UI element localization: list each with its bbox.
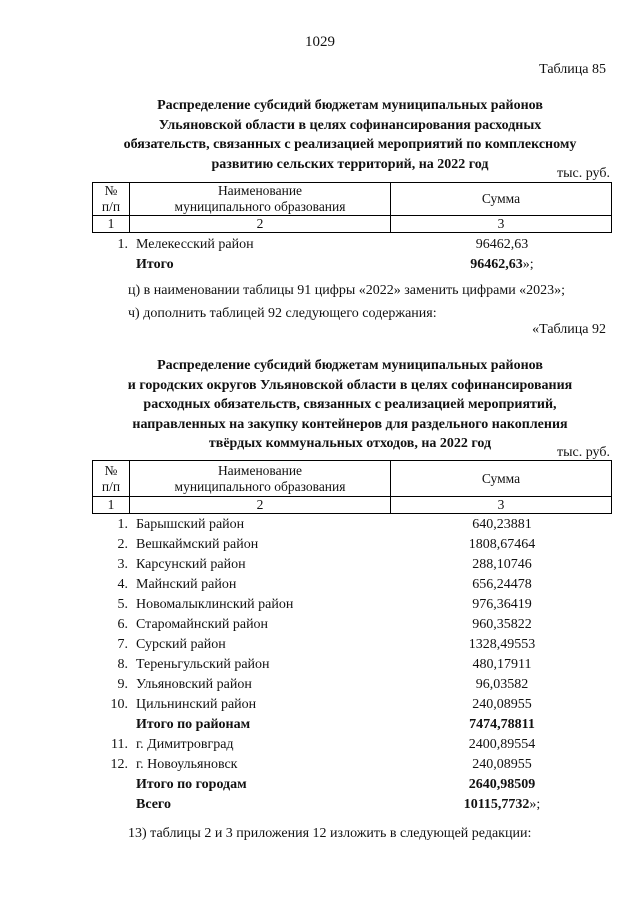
row-number: 4. — [117, 577, 128, 592]
header-index: 1 — [93, 497, 130, 514]
row-number: 12. — [110, 757, 128, 772]
header-index: 3 — [391, 216, 612, 233]
grand-total-label: Всего — [136, 797, 171, 812]
row-name: г. Димитровград — [136, 737, 234, 752]
grand-total-row — [92, 795, 612, 815]
row-name: Карсунский район — [136, 557, 246, 572]
row-sum: 976,36419 — [472, 597, 532, 612]
row-sum: 96462,63 — [475, 237, 529, 252]
table-row — [92, 535, 612, 555]
header-sum: Сумма — [391, 183, 612, 216]
table-row — [92, 595, 612, 615]
row-number: 2. — [117, 537, 128, 552]
total-suffix: »; — [529, 797, 541, 812]
table-row — [92, 655, 612, 675]
table-row — [92, 735, 612, 755]
caption-line: Ульяновской области в целях софинансирования расходных — [158, 117, 542, 133]
subtotal-sum: 2640,98509 — [468, 777, 536, 792]
table-row — [92, 515, 612, 535]
header-name: Наименование муниципального образования — [130, 461, 391, 497]
row-number: 1. — [117, 237, 128, 252]
paragraph-ch: ч) дополнить таблицей 92 следующего содержания: — [128, 306, 437, 321]
total-sum — [392, 255, 612, 275]
row-number: 1. — [117, 517, 128, 532]
row-name: Тереньгульский район — [136, 657, 270, 672]
caption-line: обязательств, связанных с реализацией мероприятий по комплексному — [123, 137, 577, 152]
header-num: № п/п — [93, 461, 130, 497]
row-number: 3. — [117, 557, 128, 572]
row-sum: 240,08955 — [472, 757, 532, 772]
header-index: 2 — [130, 497, 391, 514]
table-row — [92, 575, 612, 595]
header-num: № п/п — [93, 183, 130, 216]
subtotal-districts-row — [92, 715, 612, 735]
caption-line: расходных обязательств, связанных с реализацией мероприятий, — [143, 397, 557, 412]
row-sum: 960,35822 — [472, 617, 532, 632]
table-row — [92, 755, 612, 775]
row-sum: 240,08955 — [472, 697, 532, 712]
paragraph-ts: ц) в наименовании таблицы 91 цифры «2022» заменить цифрами «2023»; — [128, 283, 566, 298]
row-number: 5. — [117, 597, 128, 612]
row-name: Старомайнский район — [136, 617, 269, 632]
table-row — [92, 635, 612, 655]
row-name: Новомалыклинский район — [136, 597, 294, 612]
header-sum: Сумма — [391, 461, 612, 497]
row-number: 7. — [117, 637, 128, 652]
row-name: Мелекесский район — [136, 237, 254, 252]
total-row — [92, 255, 612, 275]
caption-line: твёрдых коммунальных отходов, на 2022 год — [208, 436, 492, 451]
table-92-caption — [60, 356, 640, 454]
header-index: 3 — [391, 497, 612, 514]
caption-line: направленных на закупку контейнеров для раздельного накопления — [132, 416, 568, 432]
row-name: Сурский район — [136, 637, 226, 652]
table-85-caption — [60, 96, 640, 174]
table-85-label: Таблица 85 — [539, 62, 606, 77]
table-92-header — [92, 460, 612, 514]
header-index: 1 — [93, 216, 130, 233]
subtotal-label: Итого по городам — [136, 777, 247, 792]
total-value: 96462,63 — [470, 257, 523, 272]
row-sum: 480,17911 — [472, 657, 532, 672]
table-row — [92, 675, 612, 695]
row-sum: 2400,89554 — [468, 737, 536, 752]
row-sum: 288,10746 — [472, 557, 532, 572]
grand-total-value: 10115,7732 — [463, 797, 530, 812]
row-number: 8. — [117, 657, 128, 672]
row-number: 6. — [117, 617, 128, 632]
subtotal-label: Итого по районам — [136, 717, 251, 732]
grand-total-sum — [392, 795, 612, 815]
row-number: 10. — [110, 697, 128, 712]
subtotal-sum: 7474,78811 — [469, 717, 535, 732]
row-number: 9. — [117, 677, 128, 692]
table-92-body — [92, 515, 612, 815]
table-row — [92, 615, 612, 635]
row-sum: 96,03582 — [475, 677, 529, 692]
caption-line: и городских округов Ульяновской области в целях софинансирования — [127, 377, 573, 393]
table-row — [92, 555, 612, 575]
header-index: 2 — [130, 216, 391, 233]
row-number: 11. — [111, 737, 128, 752]
row-name: Ульяновский район — [136, 677, 252, 692]
subtotal-cities-row — [92, 775, 612, 795]
table-row — [92, 695, 612, 715]
row-name: Вешкаймский район — [136, 537, 259, 552]
row-name: г. Новоульяновск — [136, 757, 238, 772]
total-label: Итого — [136, 257, 174, 272]
table-92-label: «Таблица 92 — [532, 322, 606, 337]
caption-line: развитию сельских территорий, на 2022 год — [211, 156, 489, 172]
row-sum: 1328,49553 — [468, 637, 536, 652]
row-name: Барышский район — [136, 517, 245, 532]
table-85-units: тыс. руб. — [557, 166, 610, 181]
row-sum: 1808,67464 — [468, 537, 536, 552]
row-name: Майнский район — [136, 577, 237, 592]
table-row — [92, 235, 612, 255]
header-name: Наименование муниципального образования — [130, 183, 391, 216]
row-sum: 640,23881 — [472, 517, 532, 532]
total-suffix: »; — [522, 257, 534, 272]
caption-line: Распределение субсидий бюджетам муниципальных районов — [157, 98, 543, 113]
table-85-header — [92, 182, 612, 233]
table-92-units: тыс. руб. — [557, 445, 610, 460]
table-85-body — [92, 235, 612, 275]
row-name: Цильнинский район — [136, 697, 257, 712]
row-sum: 656,24478 — [472, 577, 532, 592]
page-number: 1029 — [305, 34, 335, 50]
caption-line: Распределение субсидий бюджетам муниципальных районов — [157, 358, 543, 373]
paragraph-13: 13) таблицы 2 и 3 приложения 12 изложить в следующей редакции: — [128, 826, 532, 841]
